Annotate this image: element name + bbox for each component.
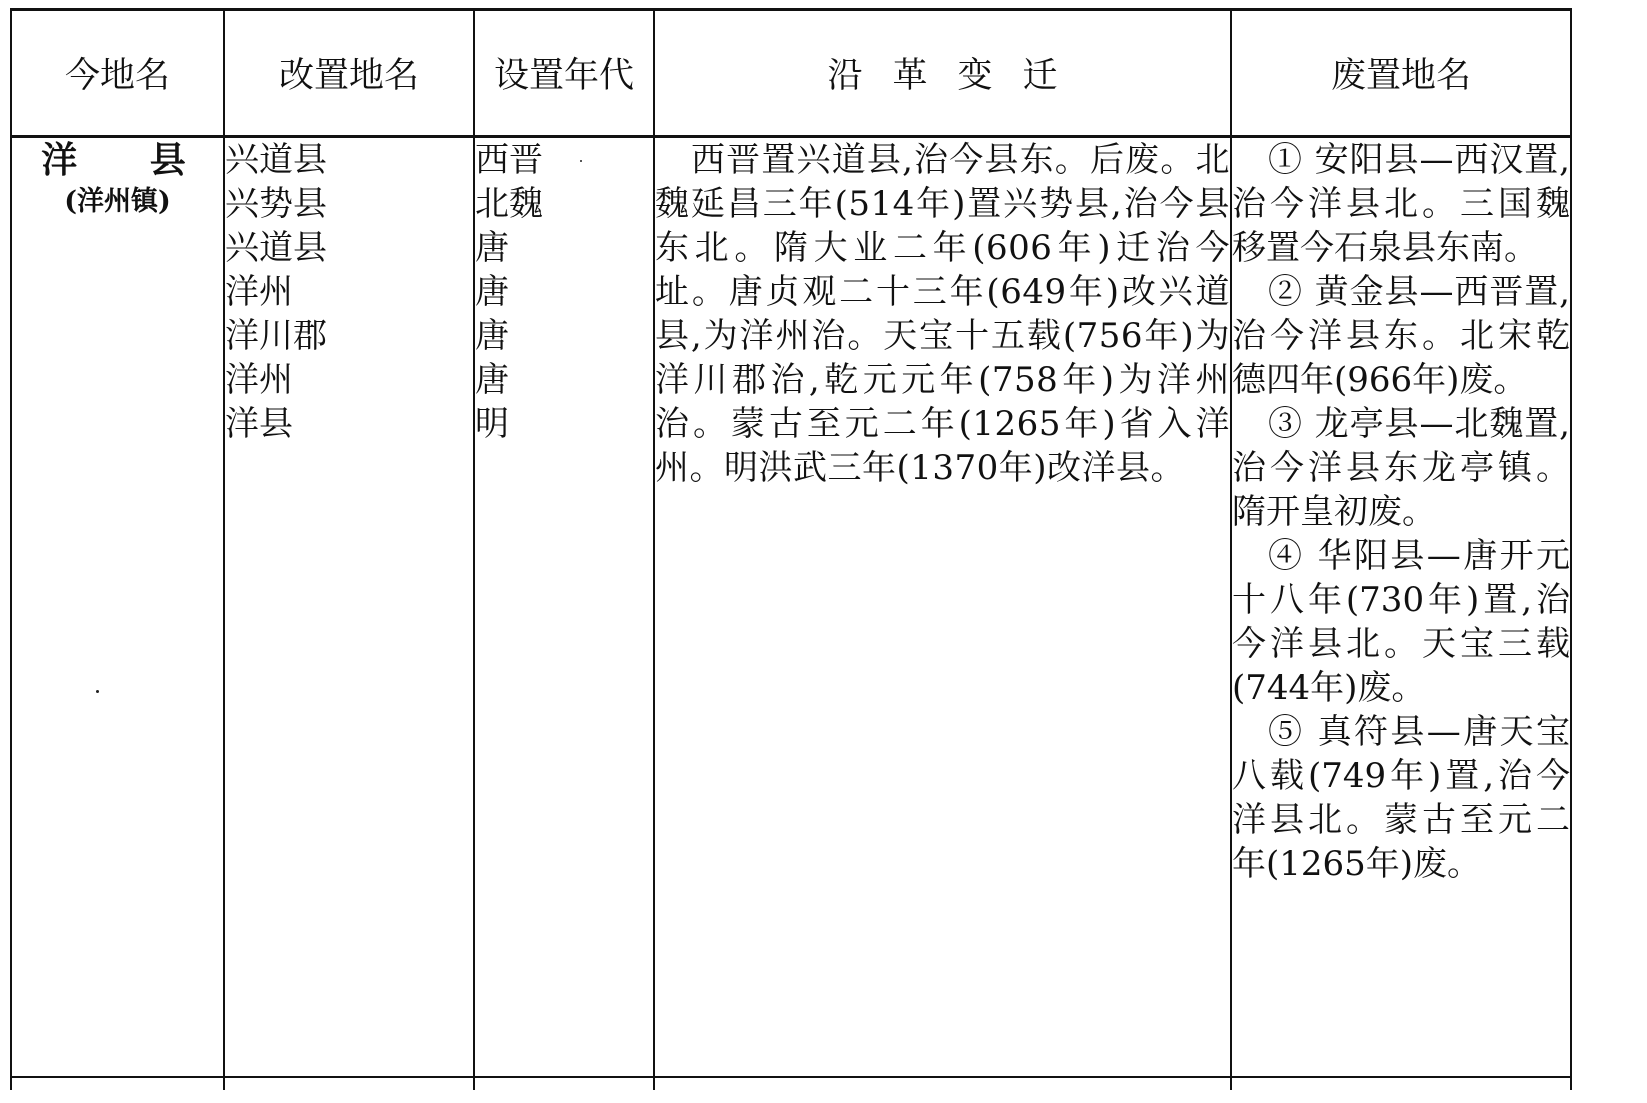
era-item: 明 bbox=[475, 404, 509, 444]
history-table bbox=[10, 8, 1572, 1090]
renamed-place-item: 洋州 bbox=[225, 272, 293, 312]
renamed-place-item: 兴道县 bbox=[225, 228, 327, 268]
header-changes bbox=[654, 10, 1231, 137]
era-item: 唐 bbox=[475, 228, 509, 268]
header-renamed-place: 改置地名 bbox=[224, 10, 474, 137]
era-item: 西晋 bbox=[475, 140, 543, 180]
header-era: 设置年代 bbox=[474, 10, 654, 137]
abolished-place-entry: ④ 华阳县—唐开元十八年(730年)置,治今洋县北。天宝三载(744年)废。 bbox=[1232, 536, 1570, 708]
current-place-name: 洋 县 bbox=[41, 139, 216, 181]
era-item: 北魏 bbox=[475, 184, 543, 224]
renamed-place-item: 洋川郡 bbox=[225, 316, 327, 356]
header-changes-label: 沿革变迁 bbox=[827, 56, 1088, 96]
renamed-places-cell bbox=[224, 137, 474, 1078]
era-item: 唐 bbox=[475, 360, 509, 400]
abolished-place-entry: ③ 龙亭县—北魏置,治今洋县东龙亭镇。隋开皇初废。 bbox=[1232, 404, 1570, 532]
eras-cell bbox=[474, 137, 654, 1078]
abolished-place-entry: ⑤ 真符县—唐天宝八载(749年)置,治今洋县北。蒙古至元二年(1265年)废。 bbox=[1232, 712, 1570, 884]
next-row-cell bbox=[224, 1077, 474, 1090]
current-place-cell bbox=[11, 137, 224, 1078]
renamed-place-item: 洋县 bbox=[225, 404, 293, 444]
next-row-cell bbox=[1231, 1077, 1571, 1090]
header-row bbox=[11, 10, 1571, 137]
current-place-town: (洋州镇) bbox=[64, 186, 171, 217]
abolished-places-cell bbox=[1231, 137, 1571, 1078]
scan-speck bbox=[580, 160, 582, 162]
scan-speck bbox=[96, 690, 99, 693]
changes-cell: 西晋置兴道县,治今县东。后废。北魏延昌三年(514年)置兴势县,治今县东北。隋大业二年(606年)迁治今址。唐贞观二十三年(649年)改兴道县,为洋州治。天宝十五载(756年)为洋川郡治,乾元元年(758年)为洋州治。蒙古至元二年(1265年)省入洋州。明洪武三年(1370年)改洋县。 bbox=[654, 137, 1231, 1078]
next-row-edge bbox=[11, 1077, 1571, 1090]
header-current-place: 今地名 bbox=[11, 10, 224, 137]
abolished-place-entry: ② 黄金县—西晋置,治今洋县东。北宋乾德四年(966年)废。 bbox=[1232, 272, 1570, 400]
era-item: 唐 bbox=[475, 272, 509, 312]
era-item: 唐 bbox=[475, 316, 509, 356]
next-row-cell bbox=[654, 1077, 1231, 1090]
table-row bbox=[11, 137, 1571, 1078]
renamed-place-item: 洋州 bbox=[225, 360, 293, 400]
next-row-cell bbox=[11, 1077, 224, 1090]
renamed-place-item: 兴势县 bbox=[225, 184, 327, 224]
renamed-place-item: 兴道县 bbox=[225, 140, 327, 180]
next-row-cell bbox=[474, 1077, 654, 1090]
header-abolished-place: 废置地名 bbox=[1231, 10, 1571, 137]
abolished-place-entry: ① 安阳县—西汉置,治今洋县北。三国魏移置今石泉县东南。 bbox=[1232, 140, 1570, 268]
